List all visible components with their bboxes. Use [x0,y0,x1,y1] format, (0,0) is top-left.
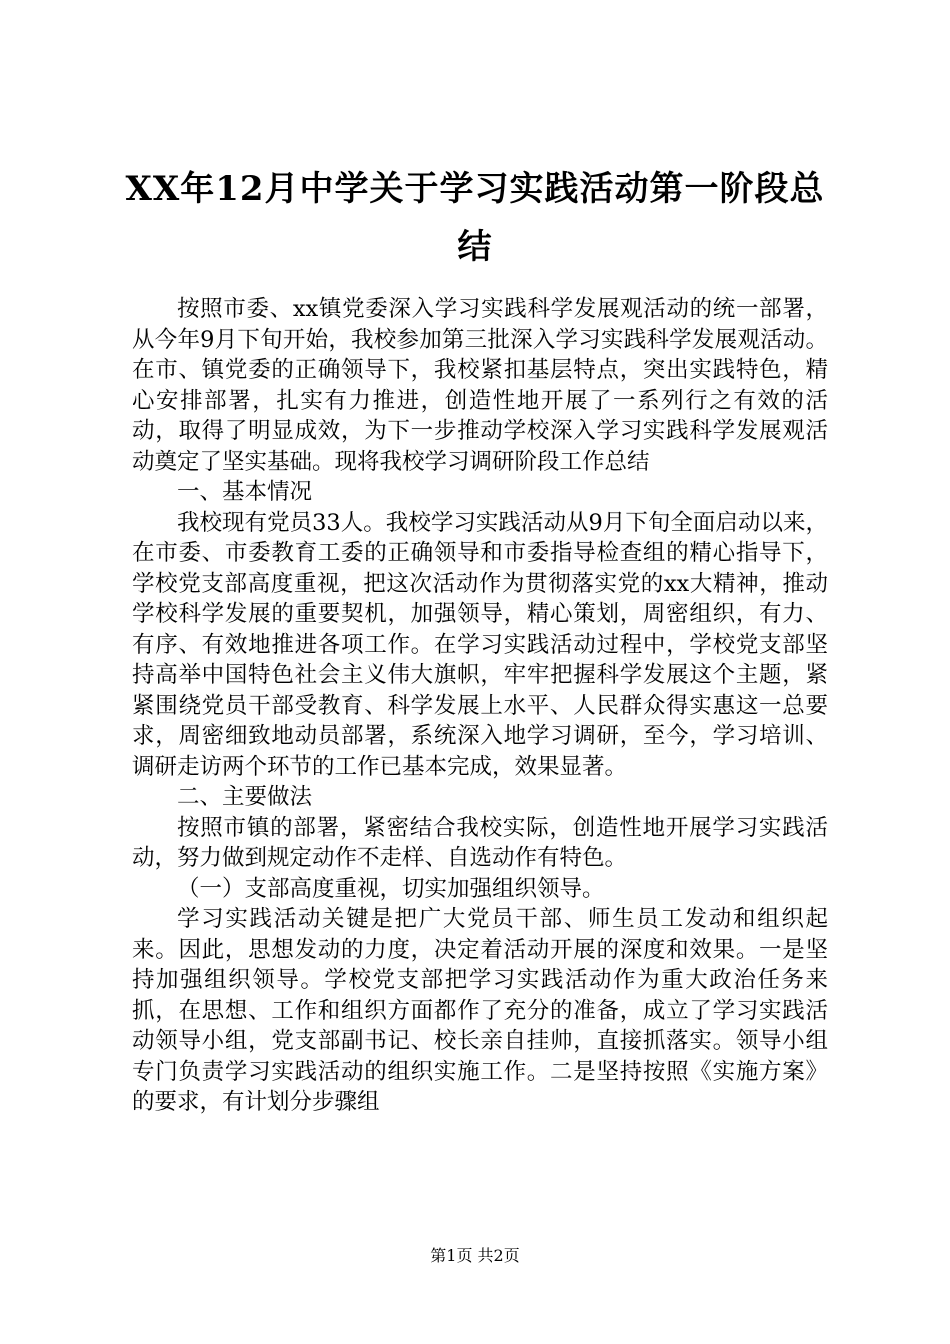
paragraph-intro: 按照市委、xx镇党委深入学习实践科学发展观活动的统一部署，从今年9月下旬开始，我校参加第三批深入学习实践科学发展观活动。在市、镇党委的正确领导下，我校紧扣基层特点，突出实践特色，精心安排部署，扎实有力推进，创造性地开展了一系列行之有效的活动，取得了明显成效，为下一步推动学校深入学习实践科学发展观活动奠定了坚实基础。现将我校学习调研阶段工作总结 [132,296,828,475]
document-body [132,294,828,1118]
page-footer: 第1页 共2页 [430,1246,520,1265]
document-title: XX年12月中学关于学习实践活动第一阶段总结 [125,169,825,267]
paragraph-main-practices: 按照市镇的部署，紧密结合我校实际，创造性地开展学习实践活动，努力做到规定动作不走样、自选动作有特色。 [132,814,828,871]
paragraph-leadership: 学习实践活动关键是把广大党员干部、师生员工发动和组织起来。因此，思想发动的力度，决定着活动开展的深度和效果。一是坚持加强组织领导。学校党支部把学习实践活动作为重大政治任务来抓，在思想、工作和组织方面都作了充分的准备，成立了学习实践活动领导小组，党支部副书记、校长亲自挂帅，直接抓落实。领导小组专门负责学习实践活动的组织实施工作。二是坚持按照《实施方案》的要求，有计划分步骤组 [132,906,828,1115]
section-heading-basic-situation: 一、基本情况 [177,479,313,505]
section-heading-main-practices: 二、主要做法 [177,784,313,810]
subsection-heading-leadership: （一）支部高度重视，切实加强组织领导。 [177,875,605,902]
paragraph-basic-situation: 我校现有党员33人。我校学习实践活动从9月下旬全面启动以来，在市委、市委教育工委的正确领导和市委指导检查组的精心指导下，学校党支部高度重视，把这次活动作为贯彻落实党的xx大精神，推动学校科学发展的重要契机，加强领导，精心策划，周密组织，有力、有序、有效地推进各项工作。在学习实践活动过程中，学校党支部坚持高举中国特色社会主义伟大旗帜，牢牢把握科学发展这个主题，紧紧围绕党员干部受教育、科学发展上水平、人民群众得实惠这一总要求，周密细致地动员部署，系统深入地学习调研，至今，学习培训、调研走访两个环节的工作已基本完成，效果显著。 [132,509,828,780]
